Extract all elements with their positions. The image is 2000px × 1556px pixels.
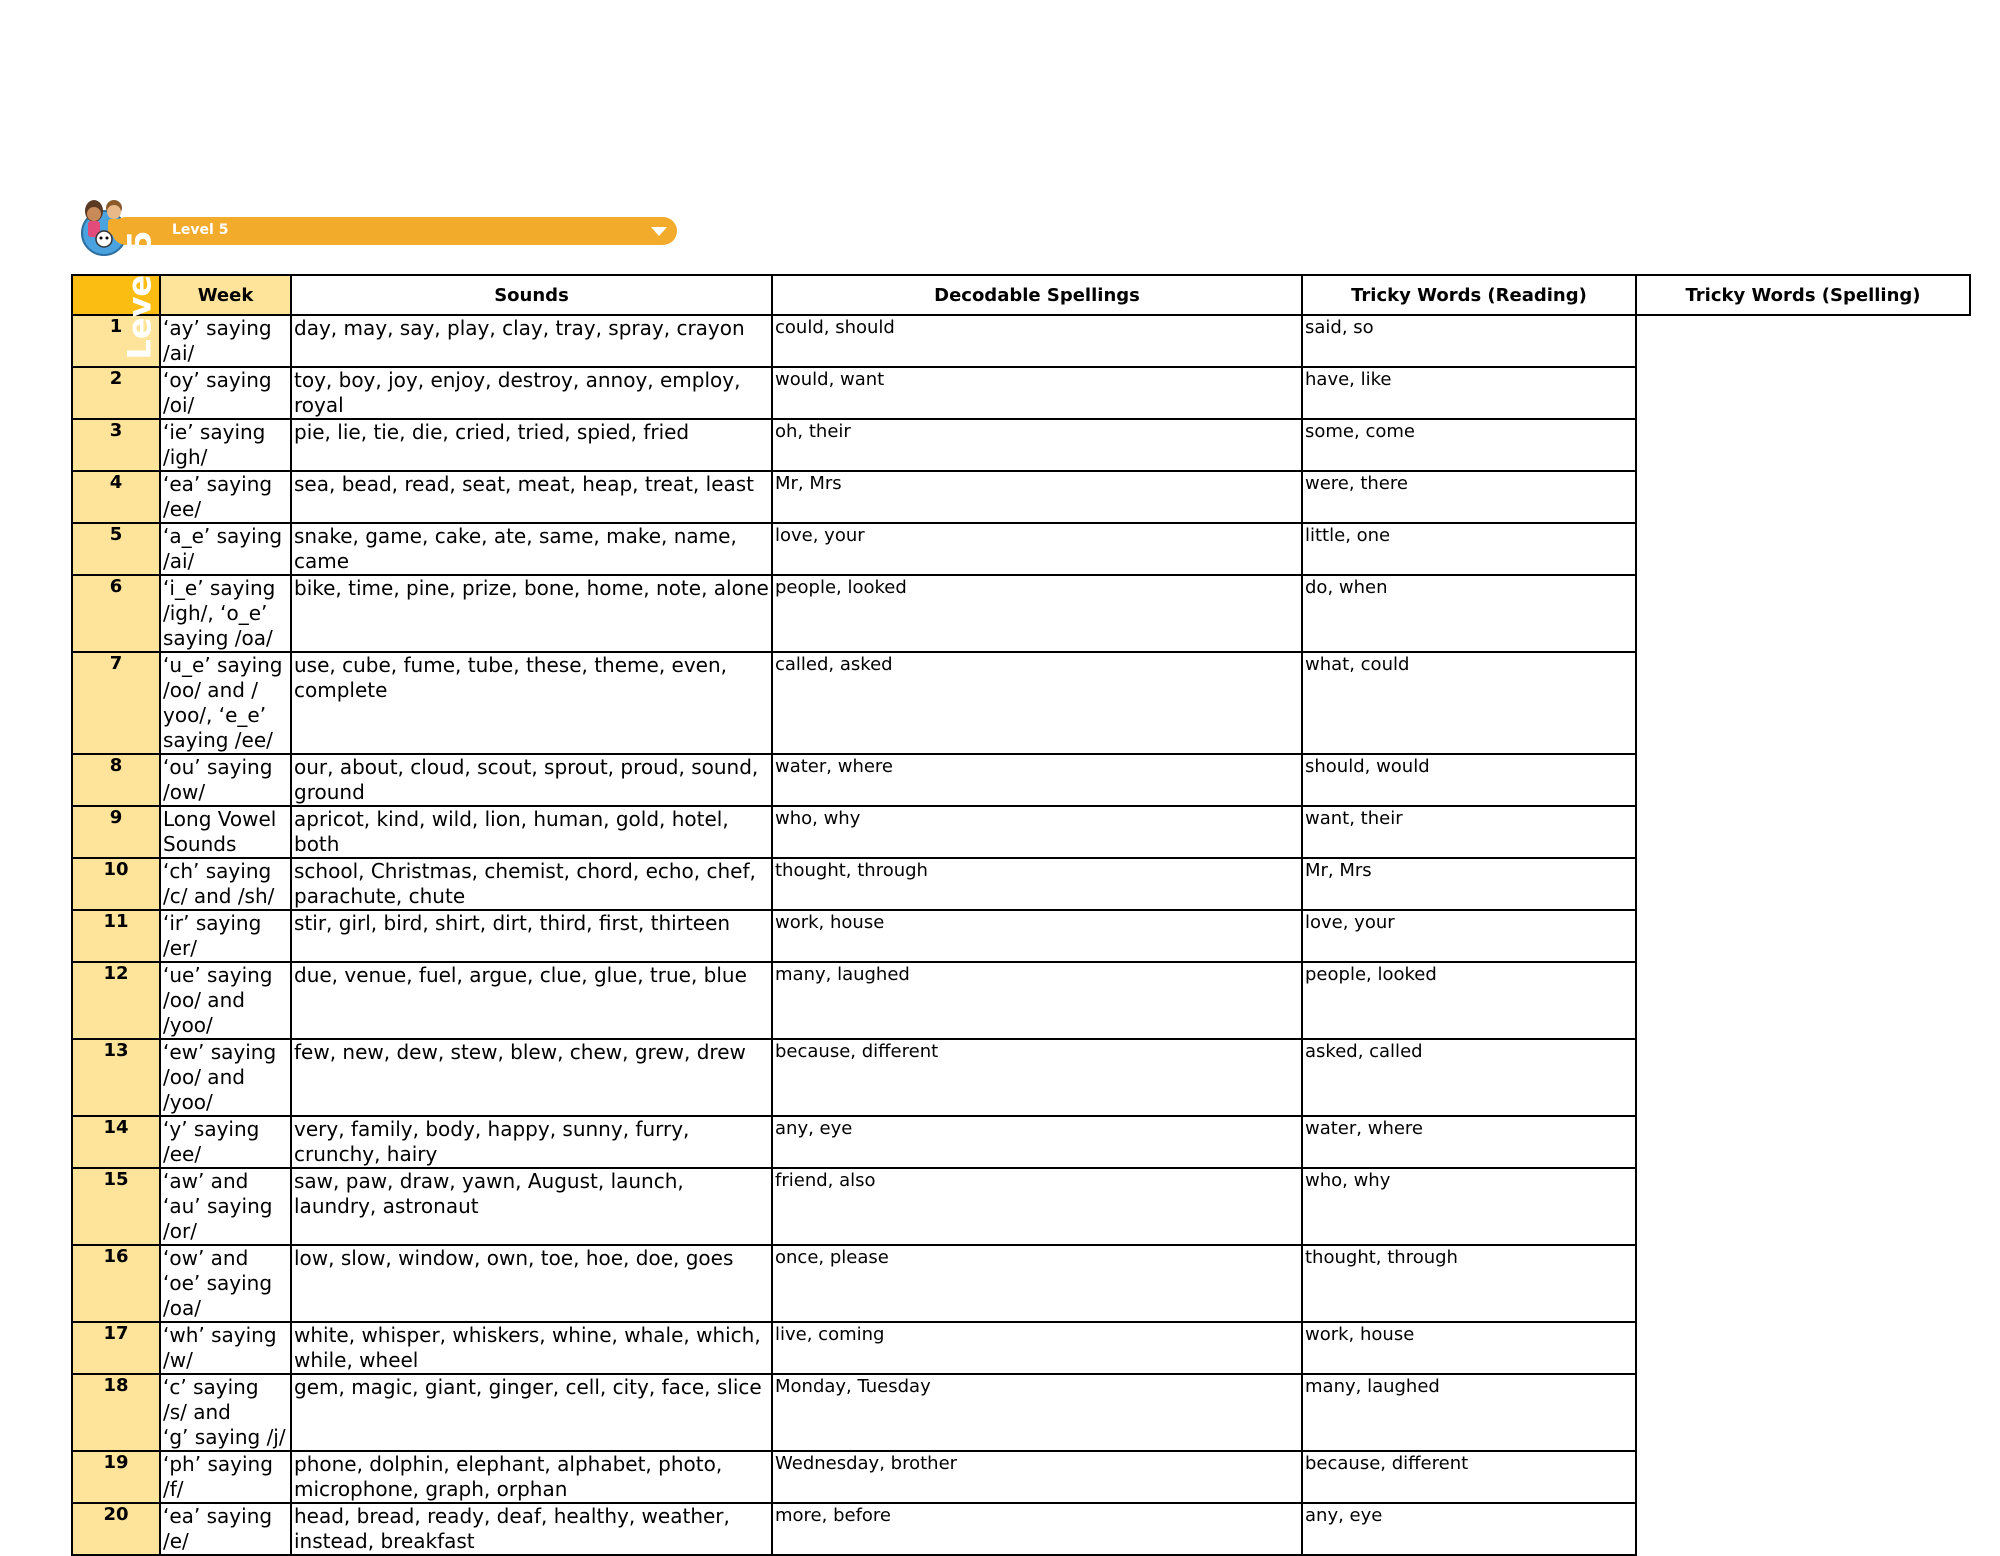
table-row — [72, 754, 1970, 806]
week-cell: 5 — [72, 523, 160, 575]
week-cell: 11 — [72, 910, 160, 962]
tricky-reading-cell: love, your — [772, 523, 1302, 575]
spellings-cell: very, family, body, happy, sunny, furry, crunchy, hairy — [291, 1116, 772, 1168]
spellings-cell: apricot, kind, wild, lion, human, gold, hotel, both — [291, 806, 772, 858]
spellings-cell: white, whisper, whiskers, whine, whale, which, while, wheel — [291, 1322, 772, 1374]
tricky-spelling-cell: love, your — [1302, 910, 1636, 962]
tricky-reading-cell: live, coming — [772, 1322, 1302, 1374]
chevron-down-icon[interactable] — [651, 227, 667, 236]
tricky-reading-cell: thought, through — [772, 858, 1302, 910]
sounds-cell: ‘i_e’ saying /igh/, ‘o_e’ saying /oa/ — [160, 575, 291, 652]
tricky-spelling-cell: water, where — [1302, 1116, 1636, 1168]
table-row — [72, 315, 1970, 367]
spellings-cell: saw, paw, draw, yawn, August, launch, laundry, astronaut — [291, 1168, 772, 1245]
sounds-cell: ‘ea’ saying /ee/ — [160, 471, 291, 523]
table-row — [72, 1168, 1970, 1245]
week-cell: 12 — [72, 962, 160, 1039]
col-sounds: Sounds — [291, 275, 772, 315]
spellings-cell: pie, lie, tie, die, cried, tried, spied, fried — [291, 419, 772, 471]
spellings-cell: use, cube, fume, tube, these, theme, even, complete — [291, 652, 772, 754]
spellings-cell: snake, game, cake, ate, same, make, name, came — [291, 523, 772, 575]
col-spellings: Decodable Spellings — [772, 275, 1302, 315]
tricky-reading-cell: water, where — [772, 754, 1302, 806]
week-cell: 15 — [72, 1168, 160, 1245]
tricky-spelling-cell: some, come — [1302, 419, 1636, 471]
phonics-plan-table — [71, 230, 1971, 1556]
spellings-cell: our, about, cloud, scout, sprout, proud, sound, ground — [291, 754, 772, 806]
table-row — [72, 806, 1970, 858]
sounds-cell: ‘u_e’ saying /oo/ and / yoo/, ‘e_e’ saying /ee/ — [160, 652, 291, 754]
tricky-spelling-cell: what, could — [1302, 652, 1636, 754]
week-cell: 6 — [72, 575, 160, 652]
tricky-spelling-cell: should, would — [1302, 754, 1636, 806]
sounds-cell: Long Vowel Sounds — [160, 806, 291, 858]
tricky-spelling-cell: Mr, Mrs — [1302, 858, 1636, 910]
col-tricky-spelling: Tricky Words (Spelling) — [1636, 275, 1970, 315]
tricky-reading-cell: more, before — [772, 1503, 1302, 1555]
col-week: Week — [160, 275, 291, 315]
table-row — [72, 1451, 1970, 1503]
tricky-reading-cell: many, laughed — [772, 962, 1302, 1039]
spellings-cell: toy, boy, joy, enjoy, destroy, annoy, employ, royal — [291, 367, 772, 419]
sounds-cell: ‘c’ saying /s/ and ‘g’ saying /j/ — [160, 1374, 291, 1451]
table-row — [72, 1374, 1970, 1451]
week-cell: 19 — [72, 1451, 160, 1503]
col-tricky-reading: Tricky Words (Reading) — [1302, 275, 1636, 315]
tricky-reading-cell: Mr, Mrs — [772, 471, 1302, 523]
spellings-cell: few, new, dew, stew, blew, chew, grew, drew — [291, 1039, 772, 1116]
spellings-cell: day, may, say, play, clay, tray, spray, crayon — [291, 315, 772, 367]
week-cell: 7 — [72, 652, 160, 754]
spellings-cell: stir, girl, bird, shirt, dirt, third, first, thirteen — [291, 910, 772, 962]
spellings-cell: phone, dolphin, elephant, alphabet, photo, microphone, graph, orphan — [291, 1451, 772, 1503]
sounds-cell: ‘ph’ saying /f/ — [160, 1451, 291, 1503]
tricky-reading-cell: oh, their — [772, 419, 1302, 471]
tricky-reading-cell: could, should — [772, 315, 1302, 367]
table-row — [72, 1503, 1970, 1555]
table-row — [72, 471, 1970, 523]
table-row — [72, 1245, 1970, 1322]
sounds-cell: ‘wh’ saying /w/ — [160, 1322, 291, 1374]
tricky-spelling-cell: work, house — [1302, 1322, 1636, 1374]
tricky-spelling-cell: do, when — [1302, 575, 1636, 652]
table-row — [72, 1039, 1970, 1116]
week-cell: 2 — [72, 367, 160, 419]
sounds-cell: ‘ue’ saying /oo/ and /yoo/ — [160, 962, 291, 1039]
sounds-cell: ‘ch’ saying /c/ and /sh/ — [160, 858, 291, 910]
table-row — [72, 652, 1970, 754]
sounds-cell: ‘ea’ saying /e/ — [160, 1503, 291, 1555]
sounds-cell: ‘ow’ and ‘oe’ saying /oa/ — [160, 1245, 291, 1322]
week-cell: 1 — [72, 315, 160, 367]
spellings-cell: school, Christmas, chemist, chord, echo, chef, parachute, chute — [291, 858, 772, 910]
table-row — [72, 910, 1970, 962]
sounds-cell: ‘ie’ saying /igh/ — [160, 419, 291, 471]
sounds-cell: ‘aw’ and ‘au’ saying /or/ — [160, 1168, 291, 1245]
week-cell: 20 — [72, 1503, 160, 1555]
sounds-cell: ‘ir’ saying /er/ — [160, 910, 291, 962]
sounds-cell: ‘y’ saying /ee/ — [160, 1116, 291, 1168]
sounds-cell: ‘ew’ saying /oo/ and /yoo/ — [160, 1039, 291, 1116]
sounds-cell: ‘a_e’ saying /ai/ — [160, 523, 291, 575]
tricky-spelling-cell: asked, called — [1302, 1039, 1636, 1116]
level-side-text: Level 5 — [120, 230, 159, 360]
level-dropdown-label: Level 5 — [172, 222, 229, 238]
tricky-reading-cell: any, eye — [772, 1116, 1302, 1168]
tricky-spelling-cell: because, different — [1302, 1451, 1636, 1503]
tricky-reading-cell: called, asked — [772, 652, 1302, 754]
week-cell: 13 — [72, 1039, 160, 1116]
table-row — [72, 1116, 1970, 1168]
table-row — [72, 367, 1970, 419]
tricky-spelling-cell: many, laughed — [1302, 1374, 1636, 1451]
spellings-cell: bike, time, pine, prize, bone, home, note, alone — [291, 575, 772, 652]
table-row — [72, 419, 1970, 471]
level-side-label — [72, 230, 160, 360]
tricky-spelling-cell: want, their — [1302, 806, 1636, 858]
sounds-cell: ‘ou’ saying /ow/ — [160, 754, 291, 806]
week-cell: 18 — [72, 1374, 160, 1451]
tricky-reading-cell: once, please — [772, 1245, 1302, 1322]
tricky-reading-cell: work, house — [772, 910, 1302, 962]
tricky-spelling-cell: little, one — [1302, 523, 1636, 575]
table-row — [72, 1322, 1970, 1374]
tricky-spelling-cell: any, eye — [1302, 1503, 1636, 1555]
sounds-cell: ‘oy’ saying /oi/ — [160, 367, 291, 419]
level-dropdown[interactable] — [112, 217, 677, 245]
tricky-reading-cell: people, looked — [772, 575, 1302, 652]
tricky-reading-cell: Wednesday, brother — [772, 1451, 1302, 1503]
week-cell: 16 — [72, 1245, 160, 1322]
week-cell: 8 — [72, 754, 160, 806]
tricky-spelling-cell: thought, through — [1302, 1245, 1636, 1322]
tricky-spelling-cell: who, why — [1302, 1168, 1636, 1245]
week-cell: 17 — [72, 1322, 160, 1374]
week-cell: 4 — [72, 471, 160, 523]
week-cell: 3 — [72, 419, 160, 471]
table-row — [72, 962, 1970, 1039]
tricky-reading-cell: who, why — [772, 806, 1302, 858]
spellings-cell: gem, magic, giant, ginger, cell, city, face, slice — [291, 1374, 772, 1451]
header-row — [72, 275, 1970, 315]
spellings-cell: head, bread, ready, deaf, healthy, weather, instead, breakfast — [291, 1503, 772, 1555]
table-row — [72, 523, 1970, 575]
spellings-cell: due, venue, fuel, argue, clue, glue, true, blue — [291, 962, 772, 1039]
table-row — [72, 858, 1970, 910]
tricky-reading-cell: friend, also — [772, 1168, 1302, 1245]
table-row — [72, 575, 1970, 652]
spellings-cell: low, slow, window, own, toe, hoe, doe, goes — [291, 1245, 772, 1322]
tricky-reading-cell: would, want — [772, 367, 1302, 419]
tricky-reading-cell: because, different — [772, 1039, 1302, 1116]
week-cell: 10 — [72, 858, 160, 910]
tricky-spelling-cell: have, like — [1302, 367, 1636, 419]
week-cell: 14 — [72, 1116, 160, 1168]
tricky-spelling-cell: people, looked — [1302, 962, 1636, 1039]
spellings-cell: sea, bead, read, seat, meat, heap, treat, least — [291, 471, 772, 523]
tricky-spelling-cell: were, there — [1302, 471, 1636, 523]
sounds-cell: ‘ay’ saying /ai/ — [160, 315, 291, 367]
tricky-reading-cell: Monday, Tuesday — [772, 1374, 1302, 1451]
week-cell: 9 — [72, 806, 160, 858]
tricky-spelling-cell: said, so — [1302, 315, 1636, 367]
